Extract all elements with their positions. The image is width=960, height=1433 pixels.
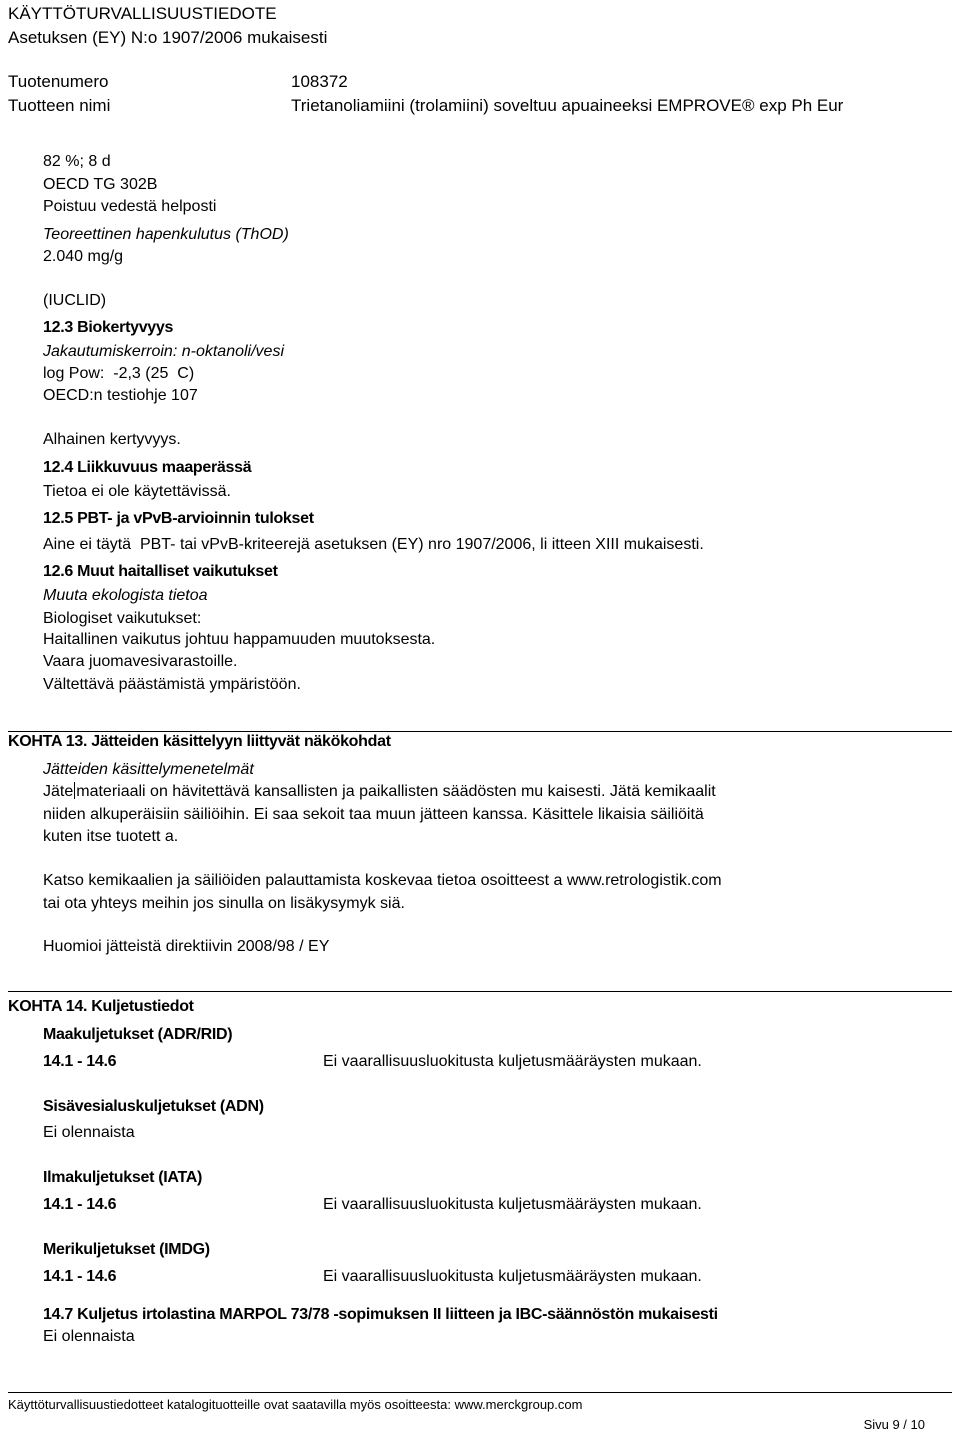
other-effects-subheading: Muuta ekologista tietoa xyxy=(43,587,208,604)
sea-transport-text: Ei vaarallisuusluokitusta kuljetusmääräysten mukaan. xyxy=(323,1268,702,1285)
bioaccumulation-method: OECD:n testiohje 107 xyxy=(43,387,198,404)
thod-source: (IUCLID) xyxy=(43,292,107,309)
bioaccumulation-heading: 12.3 Biokertyvyys xyxy=(43,319,174,336)
sea-transport-range: 14.1 - 14.6 xyxy=(43,1268,117,1285)
bioaccumulation-assessment: Alhainen kertyvyys. xyxy=(43,431,181,448)
thod-label: Teoreettinen hapenkulutus (ThOD) xyxy=(43,226,289,243)
bulk-transport-heading: 14.7 Kuljetus irtolastina MARPOL 73/78 -sopimuksen II liitteen ja IBC-säännöstön mukaisesti xyxy=(43,1306,718,1323)
other-effects-line: Vältettävä päästämistä ympäristöön. xyxy=(43,676,301,693)
bulk-transport-text: Ei olennaista xyxy=(43,1328,135,1345)
mobility-heading: 12.4 Liikkuvuus maaperässä xyxy=(43,459,252,476)
other-effects-line: Haitallinen vaikutus johtuu happamuuden muutoksesta. xyxy=(43,631,436,648)
section-divider xyxy=(8,991,952,992)
partition-coefficient-label: Jakautumiskerroin: n-oktanoli/vesi xyxy=(43,343,284,360)
sea-transport-heading: Merikuljetukset (IMDG) xyxy=(43,1241,210,1258)
mobility-text: Tietoa ei ole käytettävissä. xyxy=(43,483,231,500)
document-title: KÄYTTÖTURVALLISUUSTIEDOTE xyxy=(8,4,277,23)
land-transport-range: 14.1 - 14.6 xyxy=(43,1053,117,1070)
footer-note: Käyttöturvallisuustiedotteet katalogituotteille ovat saatavilla myös osoitteesta: www.merckgroup.com xyxy=(8,1397,583,1412)
product-number-label: Tuotenumero xyxy=(8,72,109,91)
disposal-line: niiden alkuperäisiin säiliöihin. Ei saa sekoit taa muun jätteen kanssa. Käsittele likaisia säiliöitä xyxy=(43,806,704,823)
air-transport-heading: Ilmakuljetukset (IATA) xyxy=(43,1169,203,1186)
product-name-label: Tuotteen nimi xyxy=(8,96,111,115)
disposal-line: kuten itse tuotett a. xyxy=(43,828,179,845)
waste-directive: Huomioi jätteistä direktiivin 2008/98 / EY xyxy=(43,938,330,955)
footer-divider xyxy=(8,1392,952,1393)
disposal-methods-subheading: Jätteiden käsittelymenetelmät xyxy=(43,761,254,778)
pbt-text: Aine ei täytä PBT- tai vPvB-kriteerejä asetuksen (EY) nro 1907/2006, li itteen XIII mukaisesti. xyxy=(43,536,704,553)
disposal-line xyxy=(43,782,716,802)
other-effects-heading: 12.6 Muut haitalliset vaikutukset xyxy=(43,563,278,580)
return-info-line: tai ota yhteys meihin jos sinulla on lisäkysymyk siä. xyxy=(43,895,405,912)
disposal-line-rest: materiaali on hävitettävä kansallisten ja paikallisten säädösten mu kaisesti. Jätä kemikaalit xyxy=(76,783,716,800)
thod-value: 2.040 mg/g xyxy=(43,248,124,265)
page-number: Sivu 9 / 10 xyxy=(863,1417,925,1432)
pbt-heading: 12.5 PBT- ja vPvB-arvioinnin tulokset xyxy=(43,510,314,527)
inland-waterway-text: Ei olennaista xyxy=(43,1124,135,1141)
air-transport-text: Ei vaarallisuusluokitusta kuljetusmääräysten mukaan. xyxy=(323,1196,702,1213)
product-name: Trietanoliamiini (trolamiini) soveltuu apuaineeksi EMPROVE® exp Ph Eur xyxy=(291,96,844,115)
inland-waterway-heading: Sisävesialuskuljetukset (ADN) xyxy=(43,1098,264,1115)
product-number: 108372 xyxy=(291,72,348,91)
biodegradation-assessment: Poistuu vedestä helposti xyxy=(43,198,217,215)
log-pow-value: log Pow: -2,3 (25 C) xyxy=(43,365,195,382)
land-transport-heading: Maakuljetukset (ADR/RID) xyxy=(43,1026,233,1043)
other-effects-line: Biologiset vaikutukset: xyxy=(43,610,202,627)
land-transport-text: Ei vaarallisuusluokitusta kuljetusmääräysten mukaan. xyxy=(323,1053,702,1070)
air-transport-range: 14.1 - 14.6 xyxy=(43,1196,117,1213)
biodegradation-result: 82 %; 8 d xyxy=(43,153,111,170)
return-info-line: Katso kemikaalien ja säiliöiden palauttamista koskevaa tietoa osoitteest a www.retrologistik.com xyxy=(43,872,722,889)
disposal-line-start: Jäte xyxy=(43,783,74,800)
biodegradation-method: OECD TG 302B xyxy=(43,176,158,193)
section-13-heading: KOHTA 13. Jätteiden käsittelyyn liittyvät näkökohdat xyxy=(8,733,391,750)
other-effects-line: Vaara juomavesivarastoille. xyxy=(43,653,238,670)
regulation-line: Asetuksen (EY) N:o 1907/2006 mukaisesti xyxy=(8,28,328,47)
section-14-heading: KOHTA 14. Kuljetustiedot xyxy=(8,998,194,1015)
